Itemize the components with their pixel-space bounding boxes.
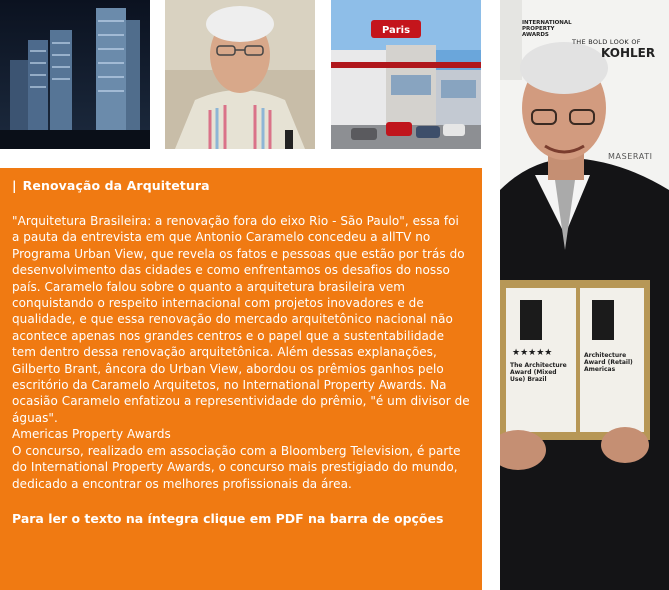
article-panel (0, 168, 482, 590)
award-left-text: The Architecture Award (Mixed Use) Brazil (510, 362, 567, 383)
pdf-call-to-action: Para ler o texto na íntegra clique em PDF na barra de opções (12, 510, 444, 526)
article-body (12, 213, 470, 492)
kohler-logo: KOHLER (601, 46, 656, 60)
article-title: Renovação da Arquitetura (22, 178, 210, 193)
towers-photo (0, 0, 150, 149)
building-photo (331, 0, 481, 149)
article-heading (12, 178, 470, 193)
maserati-logo: MASERATI (608, 152, 653, 161)
article-paragraph-2: O concurso, realizado em associação com a Bloomberg Television, é parte do International Property Awards, o concurso mais prestigiado do mundo, dedicado a encontrar os melhores profissionais da área. (12, 443, 461, 491)
award-right-text: Architecture Award (Retail) Americas (584, 352, 633, 373)
award-stars: ★★★★★ (512, 348, 553, 358)
award-portrait (500, 0, 669, 590)
awards-backdrop-logo: INTERNATIONAL PROPERTY AWARDS (522, 20, 572, 38)
kohler-tagline: THE BOLD LOOK OF (572, 38, 641, 46)
interview-photo (165, 0, 315, 149)
heading-bar: | (12, 178, 17, 193)
article-subheading: Americas Property Awards (12, 427, 171, 442)
article-paragraph-1: "Arquitetura Brasileira: a renovação fora do eixo Rio - São Paulo", essa foi a pauta da entrevista em que Antonio Caramelo concedeu a allTV no Programa Urban View, que revela os fatos e pessoas que estão por trás do desenvolvimento das cidades e como enfrentamos os desafios do nosso país. Caramelo falou sobre o quanto a arquitetura brasileira vem conquistando o respeito internacional com projetos inovadores e de qualidade, e que essa renovação do mercado arquitetônico nacional não acontece apenas nos grandes centros e o papel que a sustentabilidade tem dentro dessa renovação arquitetônica. Além dessas explanações, Gilberto Brant, âncora do Urban View, abordou os prêmios ganhos pelo escritório da Caramelo Arquitetos, no International Property Awards. Na ocasião Caramelo enfatizou a representividade do prêmio, "é um divisor de águas". (12, 214, 470, 425)
building-sign: Paris (381, 25, 411, 36)
